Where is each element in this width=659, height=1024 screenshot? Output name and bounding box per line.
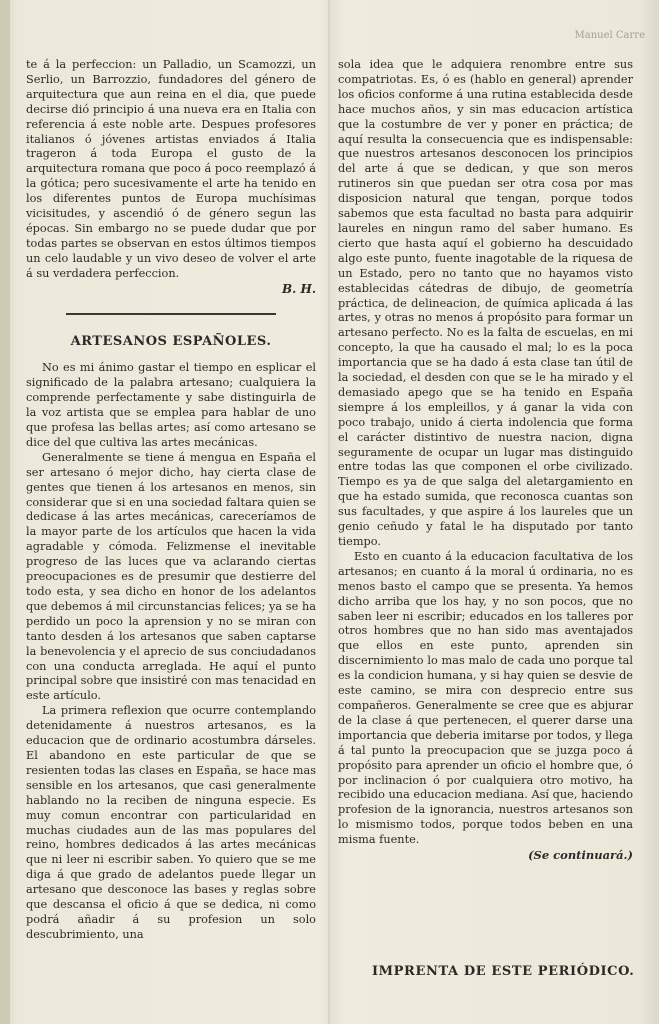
- author-signature: B. H.: [281, 281, 316, 296]
- left-opening-paragraph: te á la perfeccion: un Palladio, un Scamozzi, un Serlio, un Barrozzio, fundadores del género de arquitectura que aun reina en el dia, que puede decirse dió principio á una nueva era en Italia con referencia á este noble arte. Despues profesores italianos ó jóvenes artistas enviados á Italia trageron á toda Europa el gusto de la arquitectura romana que poco á poco reemplazó á la gótica; pero sucesivamente el arte ha tenido en los diferentes puntos de Europa muchísimas vicisitudes, y ascendió ó de género segun las épocas. Sin embargo no se puede dudar que por todas partes se observan en estos últimos tiempos un celo laudable y un vivo deseo de volver el arte á su verdadera perfeccion.: [26, 58, 316, 280]
- right-column: [338, 58, 633, 863]
- article-paragraph-1: No es mi ánimo gastar el tiempo en esplicar el significado de la palabra artesano; cualquiera la comprende perfectamente y sabe distinguirla de la voz artista que se emplea para hablar de uno que profesa las bellas artes; así como artesano se dice del que cultiva las artes mecánicas.: [26, 361, 316, 449]
- article-heading: ARTESANOS ESPAÑOLES.: [70, 333, 272, 349]
- section-divider: [66, 313, 276, 315]
- right-paragraph-1: sola idea que le adquiera renombre entre sus compatriotas. Es, ó es (hablo en general) aprender los oficios conforme á una rutina establecida desde hace muchos años, y sin mas educacion artística que la costumbre de ver y poner en práctica; de aquí resulta la consecuencia que es indispensable: que nuestros artesanos desconocen los principios del arte á que se dedican, y que son meros rutineros sin que puedan ser otra cosa por mas disposicion natural que tengan, porque todos sabemos que esta facultad no basta para adquirir laureles en ningun ramo del saber humano. Es cierto que hasta aquí el gobierno ha descuidado algo este punto, fuente inagotable de la riquesa de un Estado, pero no tanto que no hayamos visto establecidas cátedras de dibujo, de geometría práctica, de delineacion, de química aplicada á las artes, y otras no menos á propósito para formar un artesano perfecto. No es la falta de escuelas, en mi concepto, la que ha causado el mal; lo es la poca importancia que se ha dado á esta clase tan útil de la sociedad, el desden con que se le ha mirado y el demasiado apego que se ha tenido en España siempre á los empleillos, y á ganar la vida con poco trabajo, unido á cierta indolencia que forma el carácter distintivo de nuestra nacion, digna seguramente de ocupar un lugar mas distinguido entre todas las que componen el orbe civilizado. Tiempo es ya de que salga del aletargamiento en que ha estado sumida, que reconosca cuantas son sus facultades, y que aspire á los laureles que un genio ceñudo y fatal le ha disputado por tanto tiempo.: [338, 58, 633, 548]
- header-mark: Manuel Carre: [574, 30, 645, 41]
- article-paragraph-2: Generalmente se tiene á mengua en España el ser artesano ó mejor dicho, hay cierta clase de gentes que tienen á los artesanos en menos, sin considerar que si en una sociedad faltara quien se dedicase á las artes mecánicas, careceríamos de la mayor parte de los artículos que hacen la vida agradable y cómoda. Felizmense el inevitable progreso de las luces que va aclarando ciertas preocupaciones es de presumir que destierre del todo esta, y sea dicho en honor de los adelantos que debemos á mil circunstancias felices; ya se ha perdido un poco la aprension y no se miran con tanto desden á los artesanos que saben captarse la benevolencia y el aprecio de sus conciudadanos con una conducta arreglada. He aquí el punto principal sobre que insistiré con mas tenacidad en este artículo.: [26, 450, 316, 703]
- continued-note: (Se continuará.): [528, 848, 633, 863]
- page-crease: [328, 0, 330, 1024]
- page-edge: [0, 0, 10, 1024]
- imprint-line: IMPRENTA DE ESTE PERIÓDICO.: [372, 964, 635, 979]
- right-paragraph-2: Esto en cuanto á la educacion facultativa de los artesanos; en cuanto á la moral ú ordinaria, no es menos basto el campo que se presenta. Ya hemos dicho arriba que los hay, y no son pocos, que no saben leer ni escribir; educados en los talleres por otros hombres que no han sido mas aventajados que ellos en este punto, aprenden sin discernimiento lo mas malo de cada uno porque tal es la condicion humana, y si hay quien se desvie de este camino, se mira con desprecio entre sus compañeros. Generalmente se cree que es abjurar de la clase á que pertenecen, el querer darse una importancia que deberia imitarse por todos, y llega á tal punto la preocupacion que se juzga poco á propósito para aprender un oficio el hombre que, ó por inclinacion ó por cualquiera otro motivo, ha recibido una educacion mediana. Así que, haciendo profesion de la ignorancia, nuestros artesanos son lo mismismo todos, porque todos beben en una misma fuente.: [338, 549, 633, 847]
- left-column: [26, 58, 316, 943]
- article-paragraph-3: La primera reflexion que ocurre contemplando detenidamente á nuestros artesanos, es la educacion que de ordinario acostumbra dárseles. El abandono en este particular de que se resienten todas las clases en España, se hace mas sensible en los artesanos, que casi generalmente hablando no la reciben de ninguna especie. Es muy comun encontrar con particularidad en muchas ciudades aun de las mas populares del reino, hombres dedicados á las artes mecánicas que ni leer ni escribir saben. Yo quiero que se me diga á que grado de adelantos puede llegar un artesano que desconoce las bases y reglas sobre que descansa el oficio á que se dedica, ni como podrá añadir á su profesion un solo descubrimiento, una: [26, 704, 316, 941]
